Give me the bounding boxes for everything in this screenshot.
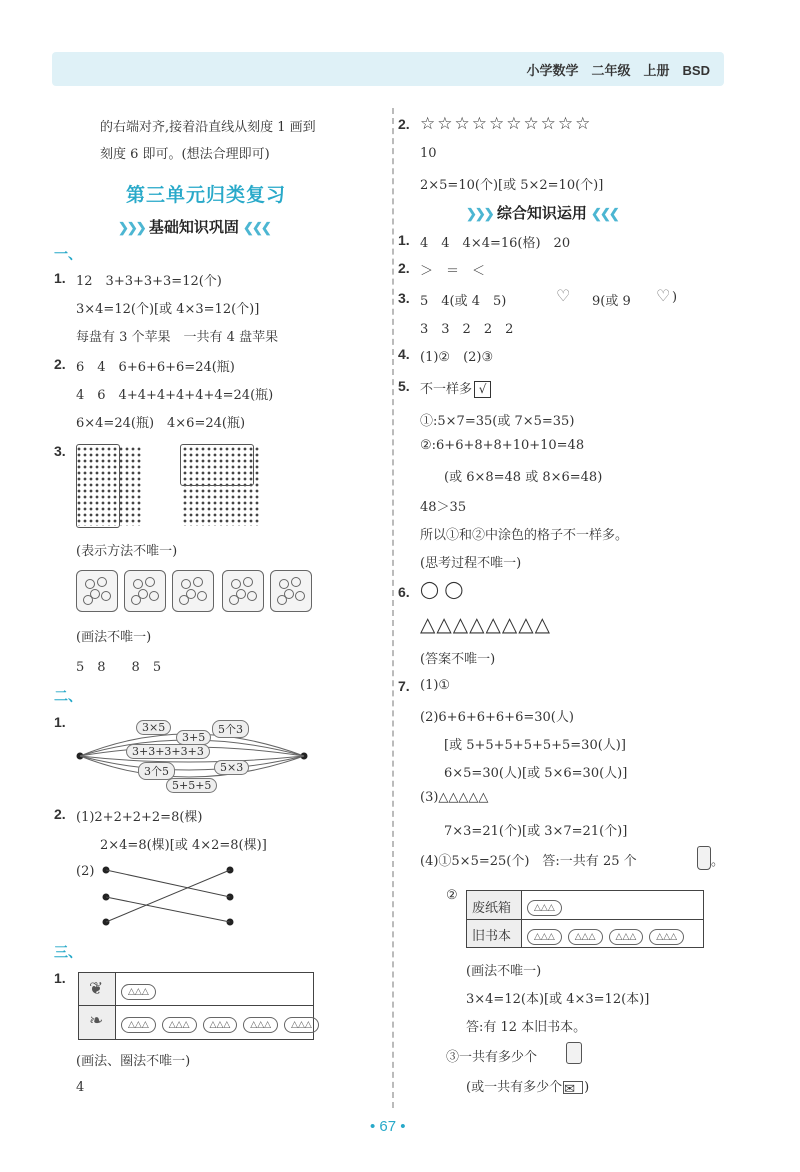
column-divider (392, 108, 394, 1108)
r-q5-line-4: (或 6×8=48 或 8×6=48) (444, 470, 603, 485)
plate-4 (222, 570, 264, 612)
s2-q2-line-3: (2) (76, 864, 95, 879)
r-q3-line-1a: 5 4(或 4 5) (420, 294, 507, 309)
s2-q1-number: 1. (54, 714, 66, 730)
plate-3 (172, 570, 214, 612)
section-two: 二、 (54, 688, 82, 704)
r-q7-line-7-end: 。 (711, 854, 725, 869)
section-three: 三、 (54, 944, 82, 960)
chevron-left-icon: ❮❮❮ (591, 206, 618, 221)
r-q7-line-7: (4)①5×5=25(个) 答:一共有 25 个 (420, 854, 637, 869)
r-q7-line-8: 3×4=12(本)[或 4×3=12(本)] (466, 992, 650, 1007)
q1-line-3: 每盘有 3 个苹果 一共有 4 盘苹果 (76, 330, 279, 345)
intro-line-1: 的右端对齐,接着沿直线从刻度 1 画到 (100, 120, 316, 135)
q2-line-1: 6 4 6+6+6+6=24(瓶) (76, 360, 235, 375)
chevron-right-icon: ❯❯❯ (466, 206, 493, 221)
paper-book-table (466, 890, 704, 948)
bottle-icon (697, 846, 711, 870)
oval-group: △△△ (568, 929, 603, 945)
s3-q1-number: 1. (54, 970, 66, 986)
q2-number: 2. (54, 356, 66, 372)
s3-answer: 4 (76, 1080, 85, 1095)
bubble-2: 3+5 (176, 730, 211, 745)
q2-line-2: 4 6 4+4+4+4+4+4=24(瓶) (76, 388, 274, 403)
s2-q2-line-2: 2×4=8(棵)[或 4×2=8(棵)] (100, 838, 267, 853)
header-title: 小学数学 二年级 上册 BSD (526, 63, 710, 78)
r-q7-note: (画法不唯一) (466, 964, 542, 979)
r-q7-line-11 (466, 1076, 589, 1095)
dot-grid-1-frame (76, 444, 120, 528)
r-q7-line-4: 6×5=30(人)[或 5×6=30(人)] (444, 766, 628, 781)
oval-group: △△△ (162, 1017, 197, 1033)
r-q7-line-1: (1)① (420, 678, 451, 693)
leaf-table-row-divider (79, 1005, 313, 1006)
r-q4-line-1: (1)② (2)③ (420, 350, 494, 365)
line-matching (100, 862, 240, 932)
r-q4-number: 4. (398, 346, 410, 362)
r-q5-line-5: 48＞35 (420, 500, 467, 515)
section-one: 一、 (54, 246, 82, 262)
chevron-right-icon: ❯❯❯ (118, 220, 145, 235)
r-q5-line-2: ①:5×7=35(或 7×5=35) (420, 414, 575, 429)
plate-5 (270, 570, 312, 612)
r-q3-line-1b: 9(或 9 (592, 294, 631, 309)
r-q7-line-5: (3)△△△△△ (420, 790, 489, 805)
dot-grid-2-frame (180, 444, 254, 486)
r-q7-line-10: ③一共有多少个 (446, 1050, 538, 1065)
r-q5-line-6: 所以①和②中涂色的格子不一样多。 (420, 528, 629, 543)
r-q7-line-2: (2)6+6+6+6+6=30(人) (420, 710, 574, 725)
row-label-waste-box: 废纸箱 (472, 901, 512, 916)
banner-basic (118, 216, 270, 237)
r-q3-line-2: 3 3 2 2 2 (420, 322, 514, 337)
maple-leaf-icon: ❦ (89, 979, 104, 999)
page-header (52, 52, 724, 86)
intro-line-2: 刻度 6 即可。(想法合理即可) (100, 147, 270, 162)
r-q7-line-3: [或 5+5+5+5+5+5=30(人)] (444, 738, 626, 753)
oval-group: △△△ (243, 1017, 278, 1033)
oval-group: △△△ (121, 1017, 156, 1033)
bubble-5: 3个5 (138, 762, 175, 780)
q3-note-1: (表示方法不唯一) (76, 544, 178, 559)
r-q7-line-9: 答:有 12 本旧书本。 (466, 1020, 587, 1035)
r-q7-number: 7. (398, 678, 410, 694)
plate-1 (76, 570, 118, 612)
bubble-4: 3+3+3+3+3 (126, 744, 210, 759)
oval-group: △△△ (527, 929, 562, 945)
r-q2-line-1: 10 (420, 146, 437, 161)
oval-group: △△△ (121, 984, 156, 1000)
banner-comprehensive (466, 202, 618, 223)
q1-line-1: 12 3+3+3+3=12(个) (76, 274, 222, 289)
banner-basic-label: 基础知识巩固 (148, 219, 239, 236)
s3-note: (画法、圈法不唯一) (76, 1054, 191, 1069)
checkmark-box: √ (474, 381, 491, 398)
q2-line-3: 6×4=24(瓶) 4×6=24(瓶) (76, 416, 246, 431)
r-q7-line-11-end: ) (584, 1080, 590, 1095)
r-q5-line-3: ②:6+6+8+8+10+10=48 (420, 438, 585, 453)
r-q3-number: 3. (398, 290, 410, 306)
r-q6-triangles: △△△△△△△△ (420, 612, 552, 636)
oval-group: △△△ (649, 929, 684, 945)
r-q5-answer: 不一样多 (420, 382, 473, 397)
q3-note-2: (画法不唯一) (76, 630, 152, 645)
r-q5-line-7: (思考过程不唯一) (420, 556, 522, 571)
bubble-3: 5个3 (212, 720, 249, 738)
r-q7-line-11-text: (或一共有多少个 (466, 1080, 563, 1095)
heart-icon: ♡ (556, 286, 571, 305)
r-q2-line-2: 2×5=10(个)[或 5×2=10(个)] (420, 178, 604, 193)
q3-answer: 5 8 8 5 (76, 660, 162, 675)
paper-book-table-row-divider (467, 919, 703, 920)
oval-group: △△△ (527, 900, 562, 916)
q1-number: 1. (54, 270, 66, 286)
r-q2-number: 2. (398, 116, 410, 132)
r-q1-line-1: 4 4 4×4=16(格) 20 (420, 236, 571, 251)
r-q6-note: (答案不唯一) (420, 652, 496, 667)
chevron-left-icon: ❮❮❮ (243, 220, 270, 235)
banner-comprehensive-label: 综合知识运用 (496, 205, 587, 222)
r-q2-stars: ☆☆☆☆☆☆☆☆☆☆ (420, 114, 593, 134)
r-q2b-line-1: ＞ ＝ ＜ (420, 264, 486, 279)
page-number: • 67 • (370, 1118, 406, 1135)
oval-group: △△△ (284, 1017, 319, 1033)
r-q6-circles: ◯ ◯ (420, 580, 464, 600)
q1-line-2: 3×4=12(个)[或 4×3=12(个)] (76, 302, 260, 317)
r-q3-line-1c: ) (672, 290, 678, 305)
s2-q2-line-1: (1)2+2+2+2=8(棵) (76, 810, 203, 825)
jar-icon (566, 1042, 582, 1064)
q3-number: 3. (54, 443, 66, 459)
row-label-old-books: 旧书本 (472, 929, 512, 944)
bubble-7: 5+5+5 (166, 778, 217, 793)
oval-group: △△△ (609, 929, 644, 945)
r-q7-line-6: 7×3=21(个)[或 3×7=21(个)] (444, 824, 628, 839)
heart-icon: ♡ (656, 286, 671, 305)
leaf-icon: ❧ (89, 1011, 104, 1031)
r-q5-line-1 (420, 378, 491, 398)
envelope-icon: ✉ (563, 1081, 583, 1094)
bubble-1: 3×5 (136, 720, 171, 735)
r-q1-number: 1. (398, 232, 410, 248)
bubble-6: 5×3 (214, 760, 249, 775)
oval-group: △△△ (203, 1017, 238, 1033)
r-q7-circle-2: ② (446, 888, 458, 903)
r-q6-number: 6. (398, 584, 410, 600)
leaf-table (78, 972, 314, 1040)
plate-2 (124, 570, 166, 612)
s2-q2-number: 2. (54, 806, 66, 822)
unit-title: 第三单元归类复习 (126, 185, 287, 206)
r-q5-number: 5. (398, 378, 410, 394)
r-q2b-number: 2. (398, 260, 410, 276)
